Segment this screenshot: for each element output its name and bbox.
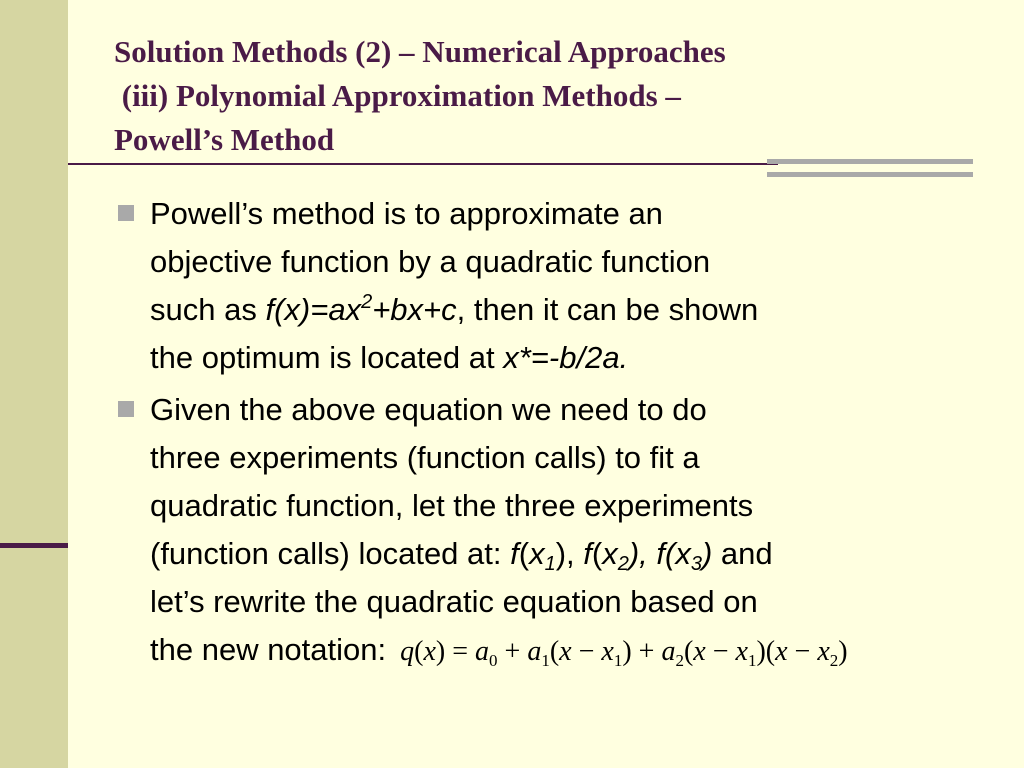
newton-form-equation: $q(x) = a_0 + a_1(x - x_1) + a_2(x - x_1)(x - x_2)$: [400, 636, 848, 670]
bullet-2-line-3: quadratic function, let the three experiments: [150, 488, 754, 523]
bullet-1-line-1: Powell’s method is to approximate an: [150, 196, 663, 231]
accent-bar-top: [767, 159, 973, 164]
side-band: [0, 0, 68, 768]
bullet-item-1: [116, 190, 996, 382]
bullet-1-line-4: [150, 334, 996, 382]
bullet-1-line-2: objective function by a quadratic function: [150, 244, 711, 279]
bullet-2-line-2: three experiments (function calls) to fit a: [150, 440, 700, 475]
slide-title: [114, 30, 974, 162]
bullet-2-line-1: Given the above equation we need to do: [150, 392, 707, 427]
bullet-item-2: [116, 386, 996, 676]
text-segment: such as: [150, 292, 266, 327]
square-bullet-icon: [118, 205, 134, 221]
title-line-1: Solution Methods (2) – Numerical Approaches: [114, 34, 726, 69]
title-rule: [68, 163, 778, 165]
side-rule: [0, 543, 68, 548]
quadratic-function-expr: $f(x)=ax^2+bx+c$: [265, 291, 457, 327]
text-segment: the optimum is located at: [150, 340, 504, 375]
text-segment: and: [712, 536, 773, 571]
text-segment: (function calls) located at:: [150, 536, 511, 571]
slide-body: [116, 190, 996, 680]
text-segment: , then it can be shown: [456, 292, 759, 327]
bullet-1-line-3: [150, 286, 996, 334]
text-segment: the new notation:: [150, 632, 387, 667]
accent-bar-bottom: [767, 172, 973, 177]
title-line-2: (iii) Polynomial Approximation Methods –: [114, 78, 681, 113]
f-x2-expr: f: [583, 536, 592, 571]
bullet-2-line-5: let’s rewrite the quadratic equation based on: [150, 584, 758, 619]
square-bullet-icon: [118, 401, 134, 417]
optimum-formula: x*=-b/2a.: [503, 340, 629, 375]
f-x1-expr: f: [510, 536, 519, 571]
title-line-3: Powell’s Method: [114, 122, 335, 157]
bullet-2-line-6: [150, 626, 996, 676]
bullet-2-line-4: (function calls) located at: $f(x_1)$, $f(x_2)$, $f(x_3)$ and: [150, 536, 773, 575]
